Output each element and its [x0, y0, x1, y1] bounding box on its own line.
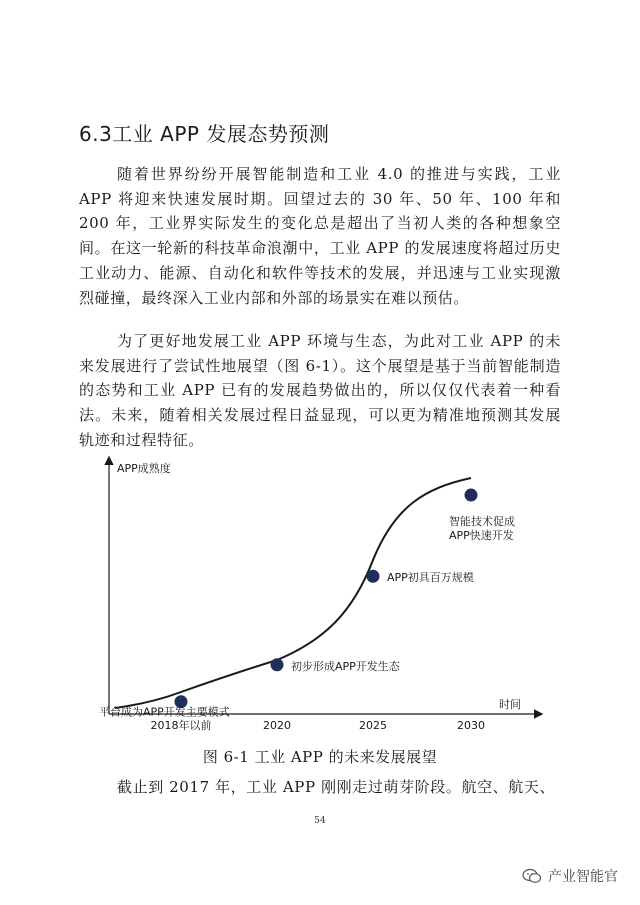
wechat-icon	[522, 868, 542, 884]
milestone-label: APP初具百万规模	[387, 571, 474, 585]
milestone-label: 智能技术促成	[449, 515, 515, 529]
page-number: 54	[314, 816, 326, 826]
x-tick-label: 2025	[359, 719, 387, 732]
milestone-label: 平台成为APP开发主要模式	[99, 705, 230, 719]
milestone-label: APP快速开发	[449, 529, 514, 543]
paragraph-1: 随着世界纷纷开展智能制造和工业 4.0 的推进与实践，工业 APP 将迎来快速发展时期。回望过去的 30 年、50 年、100 年和 200 年，工业界实际发生的变化总是超出了当初人类的各种想象空间。在这一轮新的科技革命浪潮中，工业 APP 的发展速度将超过历史工业动力、能源、自动化和软件等技术的发展，并迅速与工业实现激烈碰撞，最终深入工业内部和外部的场景实在难以预估。	[79, 165, 561, 307]
milestone-label: 初步形成APP开发生态	[291, 659, 400, 673]
x-tick-label: 2020	[263, 719, 291, 732]
paragraph-2: 为了更好地发展工业 APP 环境与生态，为此对工业 APP 的未来发展进行了尝试性地展望（图 6-1）。这个展望是基于当前智能制造的态势和工业 APP 已有的发展趋势做出的，所以仅仅代表着一种看法。未来，随着相关发展过程日益显现，可以更为精准地预测其发展轨迹和过程特征。	[79, 332, 561, 449]
figure-caption: 图 6-1 工业 APP 的未来发展展望	[202, 748, 438, 766]
paragraph-3: 截止到 2017 年，工业 APP 刚刚走过萌芽阶段。航空、航天、	[117, 778, 556, 796]
development-chart	[95, 452, 545, 734]
growth-curve	[115, 478, 471, 708]
x-tick-label: 2018年以前	[150, 719, 212, 732]
section-heading: 6.3工业 APP 发展态势预测	[79, 122, 330, 146]
milestone-marker	[465, 489, 478, 502]
milestone-marker	[367, 570, 380, 583]
y-axis-label: APP成熟度	[117, 462, 171, 475]
watermark	[522, 866, 618, 886]
milestone-marker	[271, 658, 284, 671]
x-tick-label: 2030	[457, 719, 485, 732]
x-axis-label: 时间	[499, 698, 521, 711]
watermark-text: 产业智能官	[548, 869, 618, 885]
